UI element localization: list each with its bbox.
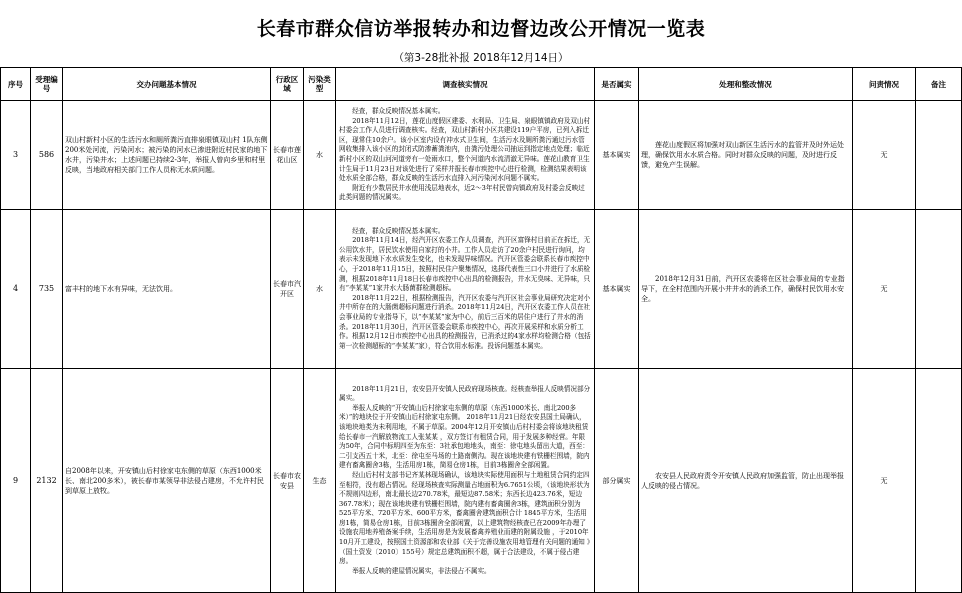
cell-remarks — [916, 369, 962, 593]
cell-handling — [639, 101, 853, 210]
cell-pollution-type: 水 — [304, 210, 336, 369]
investigation-paragraph: 2018年11月12日，莲花山度假区建委、水利局、卫生局、泉眼镇镇政府及双山村村委会工作人员进行调查核实。经查，双山村新村小区共建设119户平房，已列入拆迁区，现常住10余户。该小区室内设有冲水式卫生间，生活污水及厕所粪污通过污水管网收集排入该小区的封闭式防渗蓄粪池内，由粪污处理公司抽运到指定地点处理；临近新村小区的双山河河道旁有一处雨水口，整个河道内水流清澈无异味。莲花山教育卫生计生局于11月23日对该处进行了采样并报长春市疾控中心进行检测，检测结果表明该处水质全部合格，群众反映的生活污水直排入河污染河水问题不属实。 — [339, 116, 591, 183]
handling-text: 莲花山度假区将加强对双山新区生活污水的监管并及时外运处理，确保饮用水水质合格。同时对群众反映的问题，及时进行反馈，避免产生误解。 — [641, 141, 844, 169]
page-subtitle: （第3-28批补报 2018年12月14日） — [393, 52, 569, 64]
investigation-paragraph: 2018年11月14日，经汽开区农委工作人员调查，汽开区富锋村目前正在拆迁，无公用饮水井，居民饮水使用自家打的小井。工作人员走访了20余户村民进行询问，均表示未发现地下水水质发生变化，也未发现异味情况。汽开区管委会联系长春市疾控中心，于2018年11月15日，按照村民住户聚集情况，选择代表性三口小井进行了水质检测，根据2018年11月18日长春市疾控中心出具的检测报告，井水无臭味、无异味，只有“李某某”1家井水大肠菌群检测超标。 — [339, 236, 591, 293]
cell-case-no: 2132 — [31, 369, 63, 593]
cell-remarks — [916, 210, 962, 369]
cell-seq: 3 — [1, 101, 31, 210]
cell-seq: 4 — [1, 210, 31, 369]
cell-investigation — [336, 369, 595, 593]
cell-region: 长春市汽开区 — [271, 210, 304, 369]
cell-accountability: 无 — [853, 101, 916, 210]
header-investigation: 调查核实情况 — [336, 68, 595, 101]
cell-verified: 基本属实 — [595, 101, 639, 210]
investigation-paragraph: 举报人反映的“开安镇山后村徐家屯东侧的草原（东西1000米长、南北200多米）”的地块位于开安镇山后村徐家屯东侧。 2018年11月21日经农安县国土局确认，该地块地类为未利用地，不属于草原。2004年12月开安镇山后村村委会将该地块租赁给长春市一汽解放物流工人张某某 ，双方签订有租赁合同，用于发展多种经营。年限为50年，合同中标明四至为东至：3社承包地地头，南至：徐屯地头留出大道，西至：二引支西五十米，北至：徐屯至马场的土路南侧沟。现在该地块建有铁栅栏围墙，院内建有畜禽圈舍3栋，生活用房1栋，简易仓房1栋，目前3栋圈舍全部闲置。 — [339, 403, 590, 470]
header-remarks: 备注 — [916, 68, 962, 101]
cell-issue: 双山村新村小区的生活污水和厕所粪污直排泉眼镇双山村 1队东侧200米处河流，污染河水；被污染的河水已渗进附近村民家的地下水井，污染井水；上述问题已持续2-3年，举报人曾向乡里和村里反映，当地政府相关部门工作人员称无水质问题。 — [63, 101, 271, 210]
table-row — [1, 210, 962, 369]
handling-text: 2018年12月31日前，汽开区农委将在区社会事业局的专业指导下，在全村范围内开展小井井水的消杀工作，确保村民饮用水安全。 — [641, 275, 845, 303]
handling-text: 农安县人民政府责令开安镇人民政府加强监管，防止出现举报人反映的侵占情况。 — [641, 471, 844, 490]
investigation-paragraph: 举报人反映的建屋情况属实，非法侵占不属实。 — [352, 566, 491, 575]
header-handling: 处理和整改情况 — [639, 68, 853, 101]
cell-accountability: 无 — [853, 369, 916, 593]
cell-verified: 部分属实 — [595, 369, 639, 593]
cell-case-no: 586 — [31, 101, 63, 210]
header-seq: 序号 — [1, 68, 31, 101]
cell-accountability: 无 — [853, 210, 916, 369]
header-row — [1, 68, 962, 101]
cell-issue: 自2008年以来，开安镇山后村徐家屯东侧的草原（东西1000米长、南北200多米），被长春市某领导非法侵占建房，不允许村民到草原上放牧。 — [63, 369, 271, 593]
cell-seq: 9 — [1, 369, 31, 593]
cell-issue: 富丰村的地下水有异味，无法饮用。 — [63, 210, 271, 369]
header-accountability: 问责情况 — [853, 68, 916, 101]
header-issue: 交办问题基本情况 — [63, 68, 271, 101]
header-case-no: 受理编号 — [31, 68, 63, 101]
cell-pollution-type: 生态 — [304, 369, 336, 593]
cell-investigation — [336, 210, 595, 369]
investigation-paragraph: 2018年11月22日，根据检测报告，汽开区农委与汽开区社会事业局研究决定对小井中所存在的大肠菌超标问题进行消杀。2018年11月24日，汽开区农委工作人员在社会事业局的专业指导下，以“李某某”家为中心，前后三百米的居住户进行了井水的消杀。2018年11月30日，汽开区管委会联系市疾控中心，再次开展采样和水质分析工作。根据12月12日市疾控中心出具的检测报告，已消杀过的4家水样均检测合格（包括第一次检测超标的“李某某”家），符合饮用水标准。投诉问题基本属实。 — [339, 293, 591, 350]
investigation-paragraph: 经查，群众反映情况基本属实。 — [352, 226, 445, 235]
disclosure-table — [0, 67, 962, 593]
investigation-paragraph: 经查，群众反映情况基本属实。 — [352, 107, 445, 116]
investigation-paragraph: 附近有少数居民井水使用浅层地表水，近2～3年村民曾向镇政府及村委会反映过此类问题的情况属实。 — [339, 183, 585, 202]
header-pollution-type: 污染类型 — [304, 68, 336, 101]
page-title: 长春市群众信访举报转办和边督边改公开情况一览表 — [256, 18, 706, 40]
header-region: 行政区域 — [271, 68, 304, 101]
cell-case-no: 735 — [31, 210, 63, 369]
investigation-paragraph: 经山后村村支部书记齐某林现场确认，该地块实际使用面积与土地租赁合同约定四至相符，没有超占情况。经现场核查实际测量占地面积为6.7651公顷，（该地块形状为不规则四边形，南北最长边270.78米，最短边87.58米；东西长边423.76米，短边367.78米）；现在该地块建有铁栅栏围墙，院内建有畜禽圈舍3栋，建筑面积分别为525平方米、720平方米、600平方米，畜禽圈舍建筑面积合计 1845平方米，生活用房1栋，简易仓房1栋，目前3栋圈舍全部闲置，以上建筑物经核查已在2009年办理了设施农用地养殖备案手续，生活用房是为发展畜禽养殖业而建的附属设施 ，于2010年10月开工建设，按照国土资源部和农业部《关于完善设施农用地管理有关问题的通知 》（国土资发〔2010〕155号）规定总建筑面积不超，属于合法建设，不属于侵占建房。 — [339, 470, 591, 566]
cell-investigation — [336, 101, 595, 210]
cell-region: 长春市莲花山区 — [271, 101, 304, 210]
cell-remarks — [916, 101, 962, 210]
header-verified: 是否属实 — [595, 68, 639, 101]
table-row — [1, 369, 962, 593]
cell-verified: 基本属实 — [595, 210, 639, 369]
cell-pollution-type: 水 — [304, 101, 336, 210]
cell-handling — [639, 210, 853, 369]
investigation-paragraph: 2018年11月21日，农安县开安镇人民政府现场核查。经核查举报人反映情况部分属实。 — [339, 384, 591, 403]
cell-region: 长春市农安县 — [271, 369, 304, 593]
cell-handling — [639, 369, 853, 593]
table-row — [1, 101, 962, 210]
